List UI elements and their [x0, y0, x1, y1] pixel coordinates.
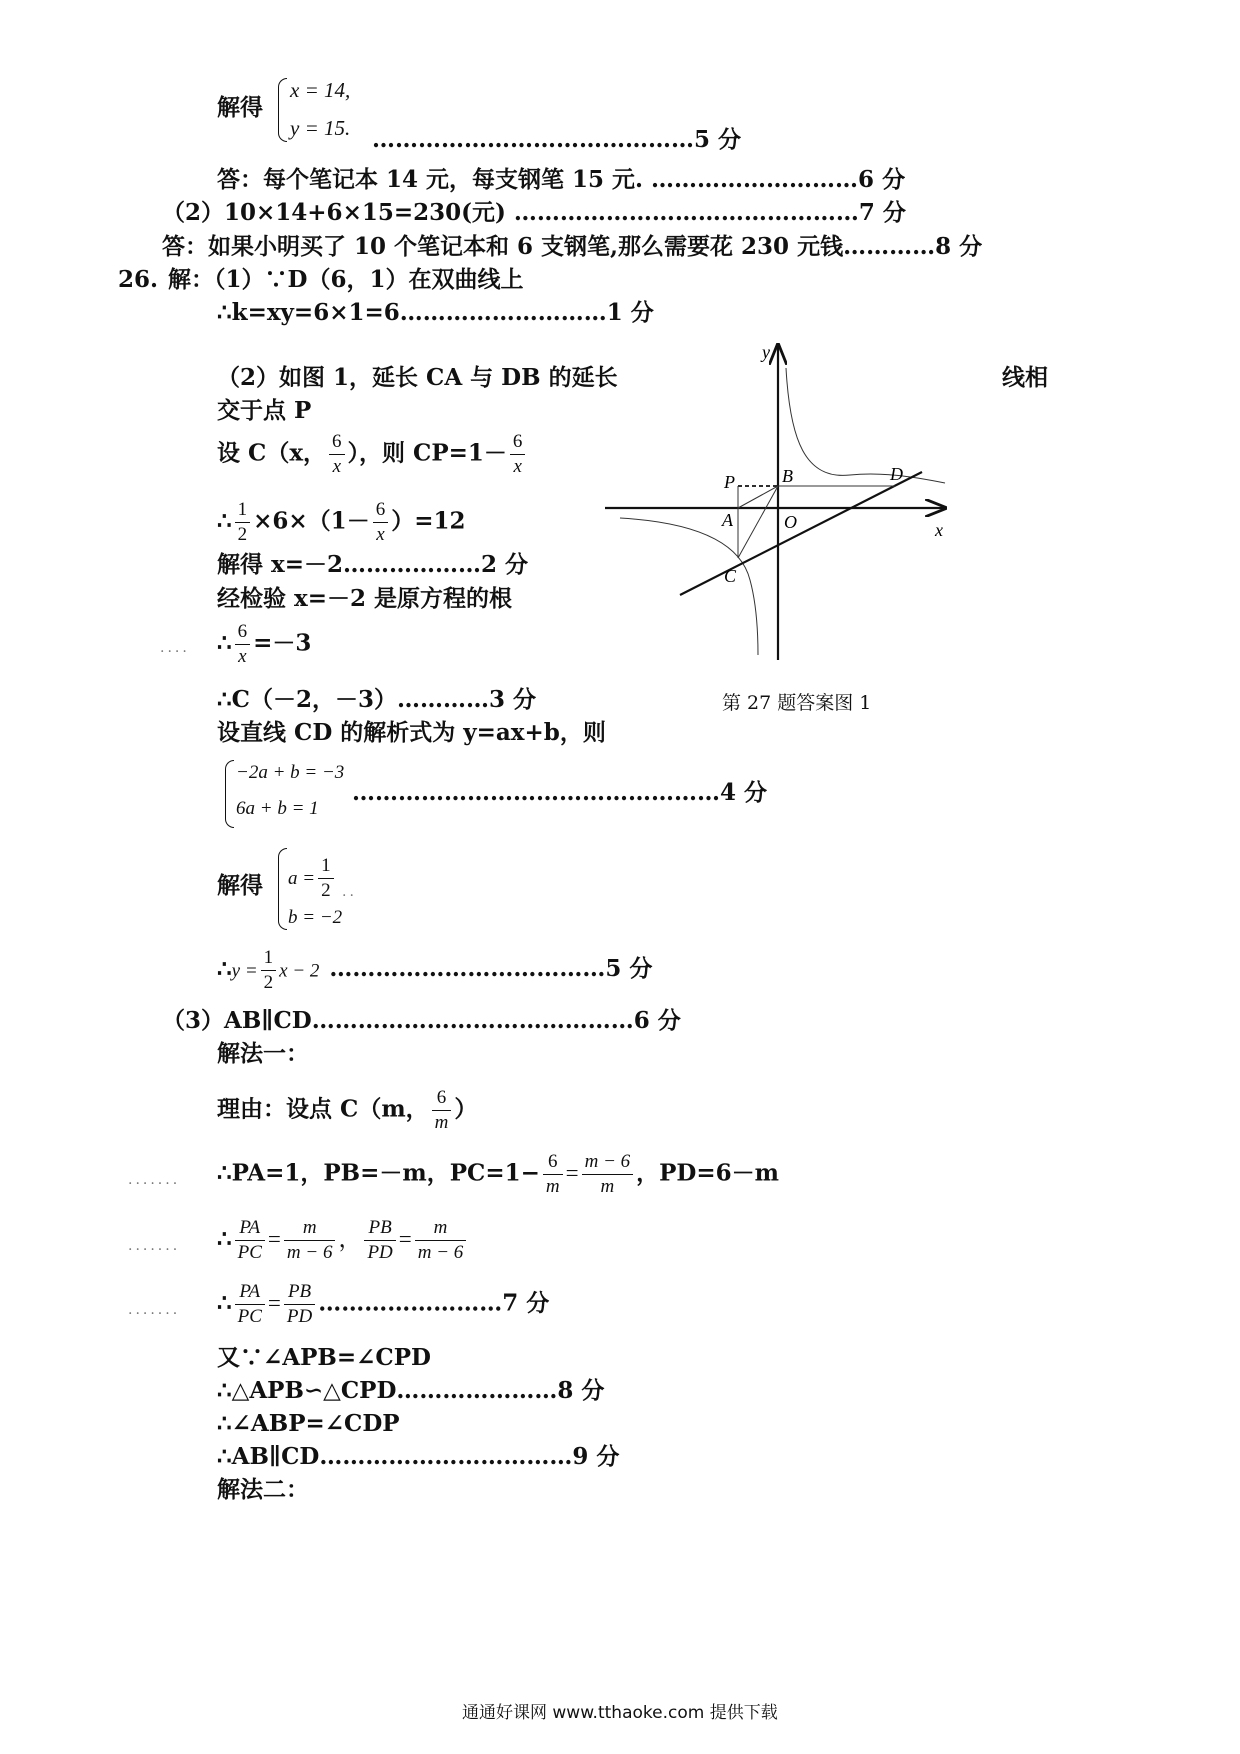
system1-eq2: 6a + b = 1 — [236, 798, 319, 819]
reason-set-c — [217, 1088, 477, 1133]
fraction-6-over-m-2 — [543, 1152, 563, 1197]
score-5-q25: ……………………………………5 分 — [372, 126, 742, 153]
line-equation — [217, 948, 652, 993]
ratio-equal: ∴ $\frac{PA}{PC}$ = $\frac{PB}{PD}$ ……………………7 分 — [217, 1281, 550, 1327]
answer-25-1: 答：每个笔记本 14 元，每支钢笔 15 元. ………………………6 分 — [217, 166, 906, 193]
q26-part2-line2: 交于点 P — [217, 397, 312, 424]
label-o: O — [784, 512, 797, 532]
reason-pre: 理由：设点 C（m， — [217, 1095, 429, 1123]
numerator: m — [415, 1218, 467, 1241]
denominator: m − 6 — [417, 1241, 464, 1263]
line-eq-y: y = — [231, 960, 258, 982]
numerator: 1 — [261, 948, 277, 971]
numerator: 6 — [543, 1152, 563, 1175]
denominator: PD — [367, 1241, 393, 1263]
fraction-one-half — [235, 500, 251, 545]
angle-equal: 又∵∠APB=∠CPD — [217, 1344, 431, 1371]
denominator: 2 — [237, 523, 248, 545]
numerator: PB — [284, 1282, 315, 1305]
hyperbola-branch-left — [620, 518, 758, 655]
hyperbola-figure — [600, 340, 970, 670]
ratios: ∴ $\frac{PA}{PC}$ = $\frac{m}{m - 6}$ ， $\frac{PB}{PD}$ = $\frac{m}{m - 6}$ — [217, 1218, 469, 1263]
frac-result — [217, 622, 311, 667]
system1-eq1: −2a + b = −3 — [236, 762, 345, 783]
set-point-c — [217, 432, 528, 477]
margin-dots: ....... — [128, 1238, 181, 1254]
denominator: PD — [286, 1305, 313, 1327]
solution-b: b = −2 — [288, 907, 343, 928]
lens-mid: ，PD=6－m — [636, 1159, 779, 1187]
numerator: 1 — [318, 856, 334, 879]
q26-line2: ∴k=xy=6×1=6………………………1 分 — [217, 299, 654, 326]
set-c-mid: ），则 CP=1－ — [347, 439, 507, 467]
line-cd — [680, 472, 922, 595]
system-brace-1 — [225, 760, 234, 828]
margin-dots: .... — [160, 640, 190, 656]
denominator: PC — [237, 1241, 262, 1263]
fraction-6-over-x-4 — [235, 622, 251, 667]
label-a: A — [722, 510, 733, 530]
line-eq-pre: ∴ — [217, 955, 232, 983]
part2-25: （2）10×14+6×15=230(元) ………………………………………7 分 — [162, 199, 906, 226]
denominator: m − 6 — [286, 1241, 333, 1263]
sol-a-label: a = — [288, 867, 316, 889]
ratio-pre-2: ∴ — [217, 1289, 232, 1317]
solve-label-25: 解得 — [217, 94, 263, 121]
reason-post: ） — [454, 1095, 478, 1123]
denominator: m — [600, 1175, 615, 1197]
numerator: PA — [235, 1282, 265, 1305]
numerator: 6 — [373, 500, 389, 523]
set-c-pre: 设 C（x， — [217, 439, 327, 467]
area-mid: ×6×（1－ — [253, 507, 370, 535]
fraction-6-over-x-2 — [510, 432, 526, 477]
numerator: 6 — [329, 432, 345, 455]
frac-result-post: =－3 — [253, 629, 312, 657]
solution-y: y = 15. — [290, 116, 351, 140]
q26-part2-line1: （2）如图 1，延长 CA 与 DB 的延长 — [217, 364, 618, 391]
denominator: x — [376, 523, 385, 545]
lens-pre: ∴PA=1，PB=－m，PC=1− — [217, 1159, 540, 1187]
score-7: ……………………7 分 — [318, 1289, 550, 1317]
numerator: 6 — [510, 432, 526, 455]
denominator: m — [434, 1111, 449, 1133]
check-root: 经检验 x=－2 是原方程的根 — [217, 585, 513, 612]
answer-25-2: 答：如果小明买了 10 个笔记本和 6 支钢笔,那么需要花 230 元钱…………8 分 — [162, 233, 983, 260]
fraction-6-over-x-3 — [373, 500, 389, 545]
fraction-pb-pd-2 — [284, 1282, 315, 1327]
area-equation — [217, 500, 465, 545]
denominator: m — [545, 1175, 560, 1197]
solve-label-26: 解得 — [217, 872, 263, 899]
fraction-m-over-m6 — [284, 1218, 336, 1263]
denominator: x — [332, 455, 341, 477]
set-line-cd: 设直线 CD 的解析式为 y=ax+b，则 — [217, 719, 606, 746]
figure-caption: 第 27 题答案图 1 — [722, 692, 872, 714]
method-one: 解法一： — [217, 1040, 309, 1067]
label-y: y — [762, 342, 770, 362]
system-brace-25 — [278, 78, 287, 142]
numerator: 6 — [235, 622, 251, 645]
fraction-pa-pc — [235, 1218, 265, 1263]
denominator: PC — [237, 1305, 262, 1327]
angle-equal-2: ∴∠ABP=∠CDP — [217, 1410, 400, 1437]
fraction-6-over-m — [432, 1088, 452, 1133]
area-pre: ∴ — [217, 507, 232, 535]
frac-result-pre: ∴ — [217, 629, 232, 657]
label-d: D — [890, 464, 903, 484]
score-5-q26: ………………………………5 分 — [329, 955, 653, 983]
solution-a — [288, 856, 337, 901]
numerator: 1 — [235, 500, 251, 523]
denominator: x — [238, 645, 247, 667]
denominator: 2 — [263, 971, 274, 993]
method-two: 解法二： — [217, 1476, 309, 1503]
numerator: 6 — [432, 1088, 452, 1111]
label-c: C — [724, 566, 737, 586]
numerator: m — [284, 1218, 336, 1241]
ratio-pre: ∴ — [217, 1225, 232, 1253]
fraction-pa-pc-2 — [235, 1282, 265, 1327]
fraction-m-over-m6-2 — [415, 1218, 467, 1263]
label-x: x — [935, 520, 943, 540]
fraction-half-a — [318, 856, 334, 901]
label-b: B — [782, 466, 793, 486]
numerator: m − 6 — [582, 1152, 634, 1175]
q26-part2-tail: 线相 — [1002, 364, 1048, 391]
area-post: ）=12 — [391, 507, 466, 535]
point-c: ∴C（－2，－3）…………3 分 — [217, 686, 536, 713]
fraction-pb-pd — [364, 1218, 395, 1263]
question-number-26: 26. — [118, 266, 159, 293]
fraction-half-line — [261, 948, 277, 993]
numerator: PA — [235, 1218, 265, 1241]
hyperbola-branch-right — [786, 368, 945, 483]
similar-triangles: ∴△APB∽△CPD…………………8 分 — [217, 1377, 605, 1404]
solution-x: x = 14, — [290, 78, 351, 102]
numerator: PB — [364, 1218, 395, 1241]
margin-dots: .. — [342, 884, 357, 900]
fraction-6-over-x — [329, 432, 345, 477]
system-brace-2 — [278, 848, 287, 930]
denominator: 2 — [321, 879, 331, 901]
fraction-m6-over-m — [582, 1152, 634, 1197]
parallel-conclusion: ∴AB∥CD……………………………9 分 — [217, 1443, 620, 1470]
margin-dots: ....... — [128, 1172, 181, 1188]
score-4: …………………………………………4 分 — [352, 779, 768, 806]
solve-x: 解得 x=－2………………2 分 — [217, 551, 529, 578]
q26-line1: 解：（1）∵D（6，1）在双曲线上 — [168, 266, 524, 293]
line-eq-post: x − 2 — [279, 960, 320, 982]
page-footer: 通通好课网 www.tthaoke.com 提供下载 — [462, 1703, 778, 1723]
segment-lengths: ∴PA=1，PB=－m，PC=1− $\frac{6}{m}$ = $\frac{m - 6}{m}$ ，PD=6－m — [217, 1151, 779, 1197]
label-p: P — [724, 472, 735, 492]
part3-parallel: （3）AB∥CD……………………………………6 分 — [162, 1007, 681, 1034]
denominator: x — [513, 455, 522, 477]
margin-dots: ....... — [128, 1302, 181, 1318]
